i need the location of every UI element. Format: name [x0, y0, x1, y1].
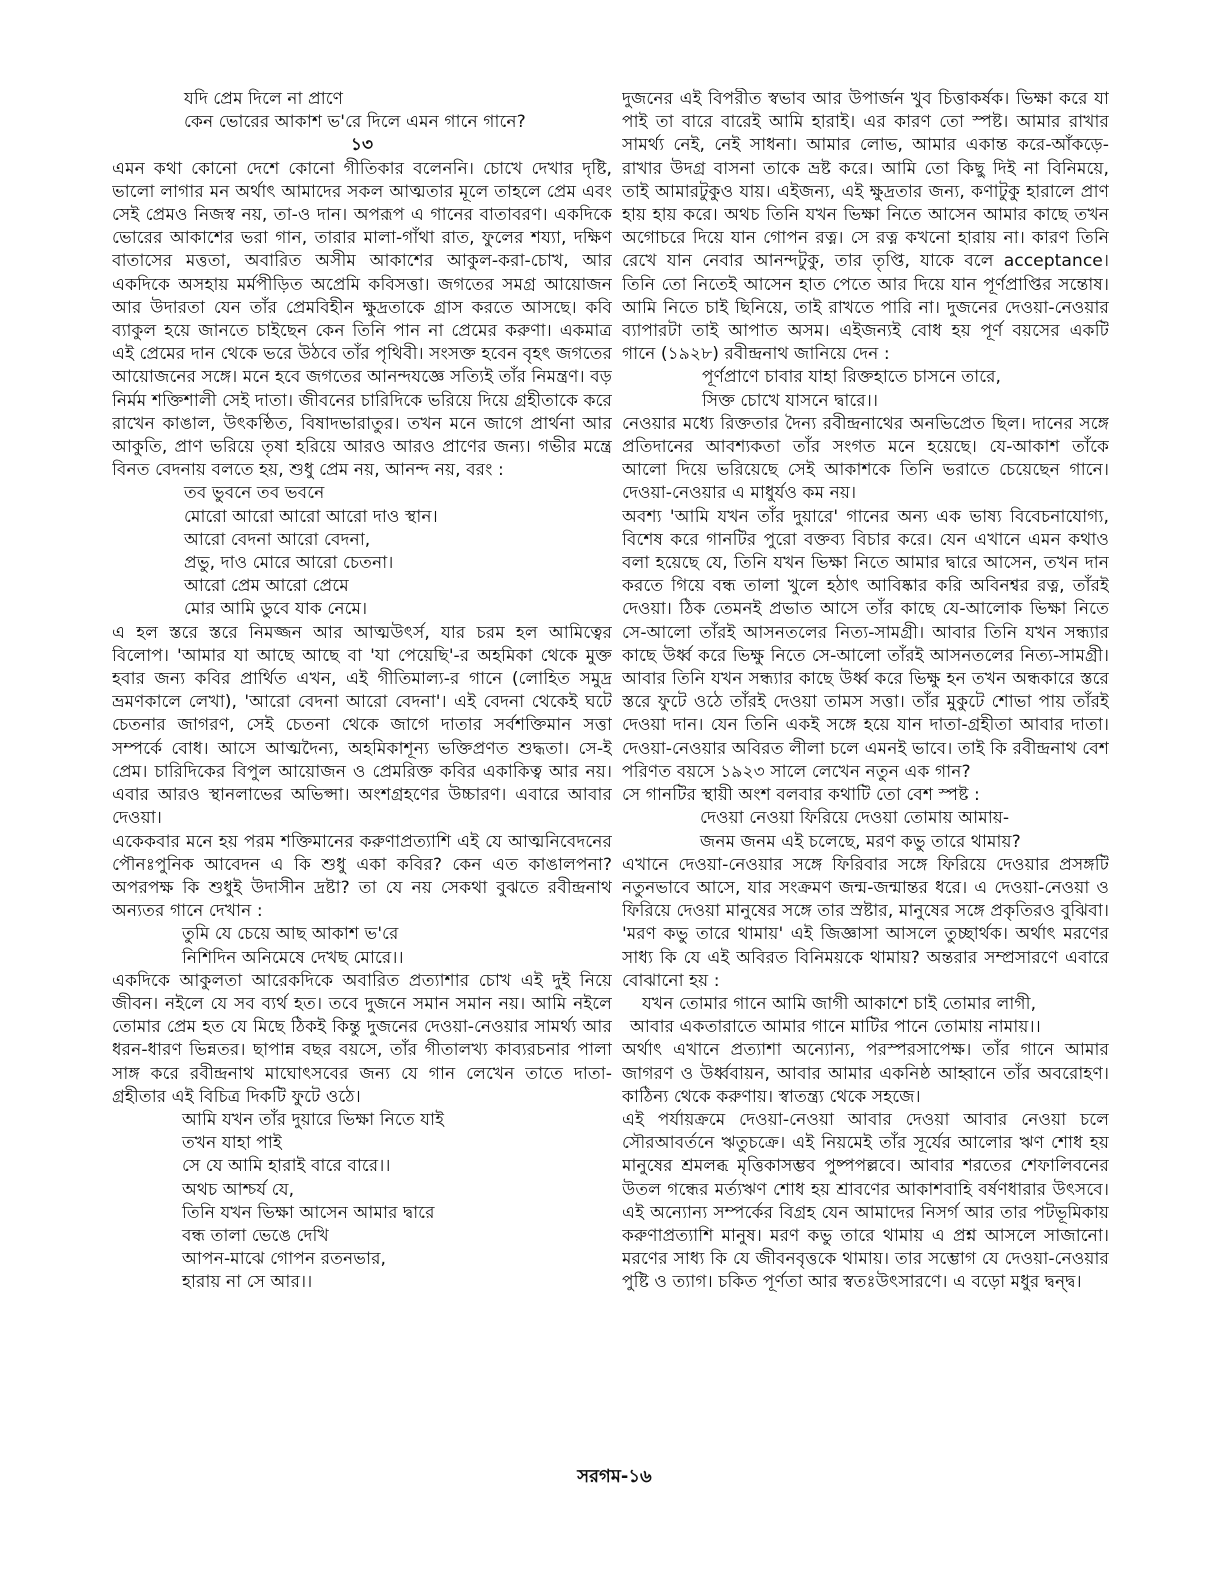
- verse-line: নিশিদিন অনিমেষে দেখছ মোরে।।: [182, 947, 404, 968]
- verse-line: আমি যখন তাঁর দুয়ারে ভিক্ষা নিতে যাই: [182, 1109, 445, 1130]
- paragraph: এমন কথা কোনো দেশে কোনো গীতিকার বলেননি। চোখে দেখার দৃষ্টি, ভালো লাগার মন অর্থাৎ আমাদের সকল আত্মতার মূলে তাহলে প্রেম এবং সেই প্রেমও নিজস্ব নয়, তা-ও দান। অপরূপ এ গানের বাতাবরণ। একদিকে ভোরের আকাশের ভরা গান, তারার মালা-গাঁথা রাত, ফুলের শয্যা, দক্ষিণ বাতাসের মত্ততা, অবারিত অসীম আকাশের আকুল-করা-চোখ, আর একদিকে অসহায় মর্মপীড়িত অপ্রেমি কবিসত্তা। জগতের সমগ্র আয়োজন আর উদারতা যেন তাঁর প্রেমবিহীন ক্ষুদ্রতাকে গ্রাস করতে আসছে। কবি ব্যাকুল হয়ে জানতে চাইছেন কেন তিনি পান না প্রেমের করুণা। একমাত্র এই প্রেমের দান থেকে ভরে উঠবে তাঁর পৃথিবী। সংসক্ত হবেন বৃহৎ জগতের আয়োজনের সঙ্গে। মনে হবে জগতের আনন্দযজ্ঞে সত্যিই তাঁর নিমন্ত্রণ। বড় নির্মম শক্তিশালী সেই দাতা। জীবনের চারিদিকে ভরিয়ে দিয়ে গ্রহীতাকে করে রাখেন কাঙাল, উৎকণ্ঠিত, বিষাদভারাতুর। তখন মনে জাগে প্রার্থনা আর আকুতি, প্রাণ ভরিয়ে তৃষা হরিয়ে আরও আরও প্রাণের জন্য। গভীর মন্ত্রে বিনত বেদনায় বলতে হয়, শুধু প্রেম নয়, আনন্দ নয়, বরং :: [112, 158, 612, 481]
- paragraph: সে গানটির স্থায়ী অংশ বলবার কথাটি তো বেশ স্পষ্ট :: [622, 785, 980, 806]
- verse-line: মোর আমি ডুবে যাক নেমে।: [184, 599, 368, 620]
- paragraph: এই পর্যায়ক্রমে দেওয়া-নেওয়া আবার দেওয়া আবার নেওয়া চলে সৌরআবর্তনে ঋতুচক্রে। এই নিয়মেই তাঁর সূর্যের আলোর ঋণ শোধ হয় মানুষের শ্রমলব্ধ মৃত্তিকাসম্ভব পুষ্পপল্লবে। আবার শরতের শেফালিবনের উতল গন্ধের মর্ত্যঋণ শোধ হয় শ্রাবণের আকাশবাহি বর্ষণধারার উৎসবে। এই অন্যোন্য সম্পর্কের বিগ্রহ যেন আমাদের নিসর্গ আর তার পটভূমিকায় করুণাপ্রত্যাশি মানুষ। মরণ কভু তারে থামায় এ প্রশ্ন আসলে সাজানো। মরণের সাধ্য কি যে জীবনবৃত্তকে থামায়। তার সম্ভোগ যে দেওয়া-নেওয়ার পুষ্টি ও ত্যাগ। চকিত পূর্ণতা আর স্বতঃউৎসারণে। এ বড়ো মধুর দ্বন্দ্ব।: [622, 1109, 1109, 1293]
- verse-block: [112, 1109, 612, 1295]
- verse-line: আপন-মাঝে গোপন রতনভার,: [182, 1249, 387, 1270]
- verse-line: তব ভুবনে তব ভবনে: [184, 483, 325, 504]
- paragraph: এখানে দেওয়া-নেওয়ার সঙ্গে ফিরিবার সঙ্গে ফিরিয়ে দেওয়ার প্রসঙ্গটি নতুনভাবে আসে, যার সংক্রমণ জন্ম-জন্মান্তর ধরে। এ দেওয়া-নেওয়া ও ফিরিয়ে দেওয়া মানুষের সঙ্গে তার স্রষ্টার, মানুষের সঙ্গে প্রকৃতিরও বুঝিবা। 'মরণ কভু তারে থামায়' এই জিজ্ঞাসা আসলে তুচ্ছার্থক। অর্থাৎ মরণের সাধ্য কি যে এই অবিরত বিনিময়কে থামায়? অন্তরার সম্প্রসারণে এবারে বোঝানো হয় :: [622, 854, 1109, 991]
- verse-line: জনম জনম এই চলেছে, মরণ কভু তারে থামায়?: [700, 831, 1021, 852]
- paragraph: একদিকে আকুলতা আরেকদিকে অবারিত প্রত্যাশার চোখ এই দুই নিয়ে জীবন। নইলে যে সব ব্যর্থ হত। তবে দুজনে সমান সমান নয়। আমি নইলে তোমার প্রেম হত যে মিছে ঠিকই কিন্তু দুজনের দেওয়া-নেওয়ার সামর্থ্য আর ধরন-ধারণ ভিন্নতর। ছাপান্ন বছর বয়সে, তাঁর গীতালখ্য কাব্যরচনার পালা সাঙ্গ করে রবীন্দ্রনাথ মাঘোৎসবের জন্য যে গান লেখেন তাতে দাতা-গ্রহীতার এই বিচিত্র দিকটি ফুটে ওঠে।: [112, 970, 612, 1107]
- paragraph: অর্থাৎ এখানে প্রত্যাশা অন্যোন্য, পরস্পরসাপেক্ষ। তাঁর গানে আমার জাগরণ ও উর্ধ্ববায়ন, আবার আমার একনিষ্ঠ আহ্বানে তাঁর অবরোহণ। কাঠিন্য থেকে করুণায়। স্বাতন্ত্র্য থেকে সহজে।: [622, 1040, 1109, 1107]
- verse-line: আবার একতারাতে আমার গানে মাটির পানে তোমায় নামায়।।: [630, 1017, 1041, 1038]
- verse-line: সে যে আমি হারাই বারে বারে।।: [182, 1156, 391, 1177]
- verse-block: [622, 807, 1109, 853]
- verse-line: অথচ আশ্চর্য যে,: [182, 1179, 295, 1200]
- verse-block: [112, 923, 612, 969]
- verse-line: বন্ধ তালা ভেঙে দেখি: [182, 1225, 329, 1246]
- verse-line: তুমি যে চেয়ে আছ আকাশ ভ'রে: [182, 924, 399, 945]
- verse-line: যদি প্রেম দিলে না প্রাণে: [184, 89, 344, 109]
- right-column: [622, 88, 1109, 1428]
- verse-line: যখন তোমার গানে আমি জাগী আকাশে চাই তোমার লাগী,: [642, 993, 1037, 1014]
- left-column: [112, 88, 612, 1428]
- verse-line: আরো বেদনা আরো বেদনা,: [184, 529, 371, 550]
- paragraph: এ হল স্তরে স্তরে নিমজ্জন আর আত্মউৎর্স, যার চরম হল আমিত্বের বিলোপ। 'আমার যা আছে আছে বা 'যা পেয়েছি'-র অহমিকা থেকে মুক্ত হবার জন্য কবির প্রার্থিত এখন, এই গীতিমাল্য-র গানে (লোহিত সমুদ্র ভ্রমণকালে লেখা), 'আরো বেদনা আরো বেদনা'। এই বেদনা থেকেই ঘটে চেতনার জাগরণ, সেই চেতনা থেকে জাগে দাতার সর্বশক্তিমান সত্তা সম্পর্কে বোধ। আসে আত্মদৈন্য, অহমিকাশূন্য ভক্তিপ্রণত শুদ্ধতা। সে-ই প্রেম। চারিদিকের বিপুল আয়োজন ও প্রেমরিক্ত কবির একাকিত্ব আর নয়। এবার আরও স্থানলাভের অভিপ্সা। অংশগ্রহণের উচ্চারণ। এবারে আবার দেওয়া।: [112, 622, 612, 829]
- page-footer: সরগম-১৬: [577, 1466, 652, 1487]
- verse-block: [622, 366, 1109, 412]
- verse-line: প্রভু, দাও মোরে আরো চেতনা।: [184, 553, 394, 574]
- verse-line: তিনি যখন ভিক্ষা আসেন আমার দ্বারে: [182, 1202, 435, 1223]
- verse-line: তখন যাহা পাই: [182, 1133, 282, 1154]
- opening-verse: [112, 88, 612, 134]
- verse-line: সিক্ত চোখে যাসনে দ্বারে।।: [702, 390, 879, 411]
- verse-line: হারায় না সে আর।।: [182, 1272, 313, 1293]
- verse-line: মোরো আরো আরো আরো দাও স্থান।: [184, 506, 438, 527]
- verse-line: পূর্ণপ্রাণে চাবার যাহা রিক্তহাতে চাসনে তারে,: [702, 367, 1002, 388]
- paragraph: নেওয়ার মধ্যে রিক্ততার দৈন্য রবীন্দ্রনাথের অনভিপ্রেত ছিল। দানের সঙ্গে প্রতিদানের আবশ্যকতা তাঁর সংগত মনে হয়েছে। যে-আকাশ তাঁকে আলো দিয়ে ভরিয়েছে সেই আকাশকে তিনি ভরাতে চেয়েছেন গানে। দেওয়া-নেওয়ার এ মাধুর্যও কম নয়।: [622, 413, 1109, 504]
- verse-line: দেওয়া নেওয়া ফিরিয়ে দেওয়া তোমায় আমায়-: [700, 808, 1010, 829]
- paragraph: দুজনের এই বিপরীত স্বভাব আর উপার্জন খুব চিত্তাকর্ষক। ভিক্ষা করে যা পাই তা বারে বারেই আমি হারাই। এর কারণ তো স্পষ্ট। আমার রাখার সামর্থ্য নেই, নেই সাধনা। আমার লোভ, আমার একান্ত করে-আঁকড়ে-রাখার উদগ্র বাসনা তাকে ভ্রষ্ট করে। আমি তো কিছু দিই না বিনিময়ে, তাই আমারটুকুও যায়। এইজন্য, এই ক্ষুদ্রতার জন্য, কণাটুকু হারালে প্রাণ হায় হায় করে। অথচ তিনি যখন ভিক্ষা নিতে আসেন আমার কাছে তখন অগোচরে দিয়ে যান গোপন রত্ন। সে রত্ন কখনো হারায় না। কারণ তিনি রেখে যান নেবার আনন্দটুকু, তার তৃপ্তি, যাকে বলে acceptance। তিনি তো নিতেই আসেন হাত পেতে আর দিয়ে যান পূর্ণপ্রাপ্তির সন্তোষ। আমি নিতে চাই ছিনিয়ে, তাই রাখতে পারি না। দুজনের দেওয়া-নেওয়ার ব্যাপারটা তাই আপাত অসম। এইজন্যই বোধ হয় পূর্ণ বয়সের একটি গানে (১৯২৮) রবীন্দ্রনাথ জানিয়ে দেন :: [622, 89, 1109, 365]
- verse-block: [112, 482, 612, 621]
- paragraph: একেকবার মনে হয় পরম শক্তিমানের করুণাপ্রত্যাশি এই যে আত্মনিবেদনের পৌনঃপুনিক আবেদন এ কি শুধু একা কবির? কেন এত কাঙালপনা? অপরপক্ষ কি শুধুই উদাসীন দ্রষ্টা? তা যে নয় সেকথা বুঝতে রবীন্দ্রনাথ অন্যতর গানে দেখান :: [112, 831, 612, 922]
- section-number: ১৩: [350, 135, 374, 156]
- verse-line: কেন ভোরের আকাশ ভ'রে দিলে এমন গানে গানে?: [184, 112, 526, 133]
- paragraph: অবশ্য 'আমি যখন তাঁর দুয়ারে' গানের অন্য এক ভাষ্য বিবেচনাযোগ্য, বিশেষ করে গানটির পুরো বক্তব্য বিচার করে। যেন এখানে এমন কথাও বলা হয়েছে যে, তিনি যখন ভিক্ষা নিতে আমার দ্বারে আসেন, তখন দান করতে গিয়ে বন্ধ তালা খুলে হঠাৎ আবিষ্কার করি অবিনশ্বর রত্ন, তাঁরই দেওয়া। ঠিক তেমনই প্রভাত আসে তাঁর কাছে যে-আলোক ভিক্ষা নিতে সে-আলো তাঁরই আসনতলের নিত্য-সামগ্রী। আবার তিনি যখন সন্ধ্যার কাছে উর্ধ্ব করে ভিক্ষু নিতে সে-আলো তাঁরই আসনতলের নিত্য-সামগ্রী। আবার তিনি যখন সন্ধ্যার কাছে উর্ধ্ব করে ভিক্ষু হন তখন অন্ধকারে স্তরে স্তরে ফুটে ওঠে তাঁরই দেওয়া তামস সত্তা। তাঁর মুকুটে শোভা পায় তাঁরই দেওয়া দান। যেন তিনি একই সঙ্গে হয়ে যান দাতা-গ্রহীতা আবার দাতা। দেওয়া-নেওয়ার অবিরত লীলা চলে এমনই ভাবে। তাই কি রবীন্দ্রনাথ বেশ পরিণত বয়সে ১৯২৩ সালে লেখেন নতুন এক গান?: [622, 506, 1109, 782]
- verse-block: [622, 993, 1109, 1039]
- verse-line: আরো প্রেম আরো প্রেমে: [184, 576, 349, 597]
